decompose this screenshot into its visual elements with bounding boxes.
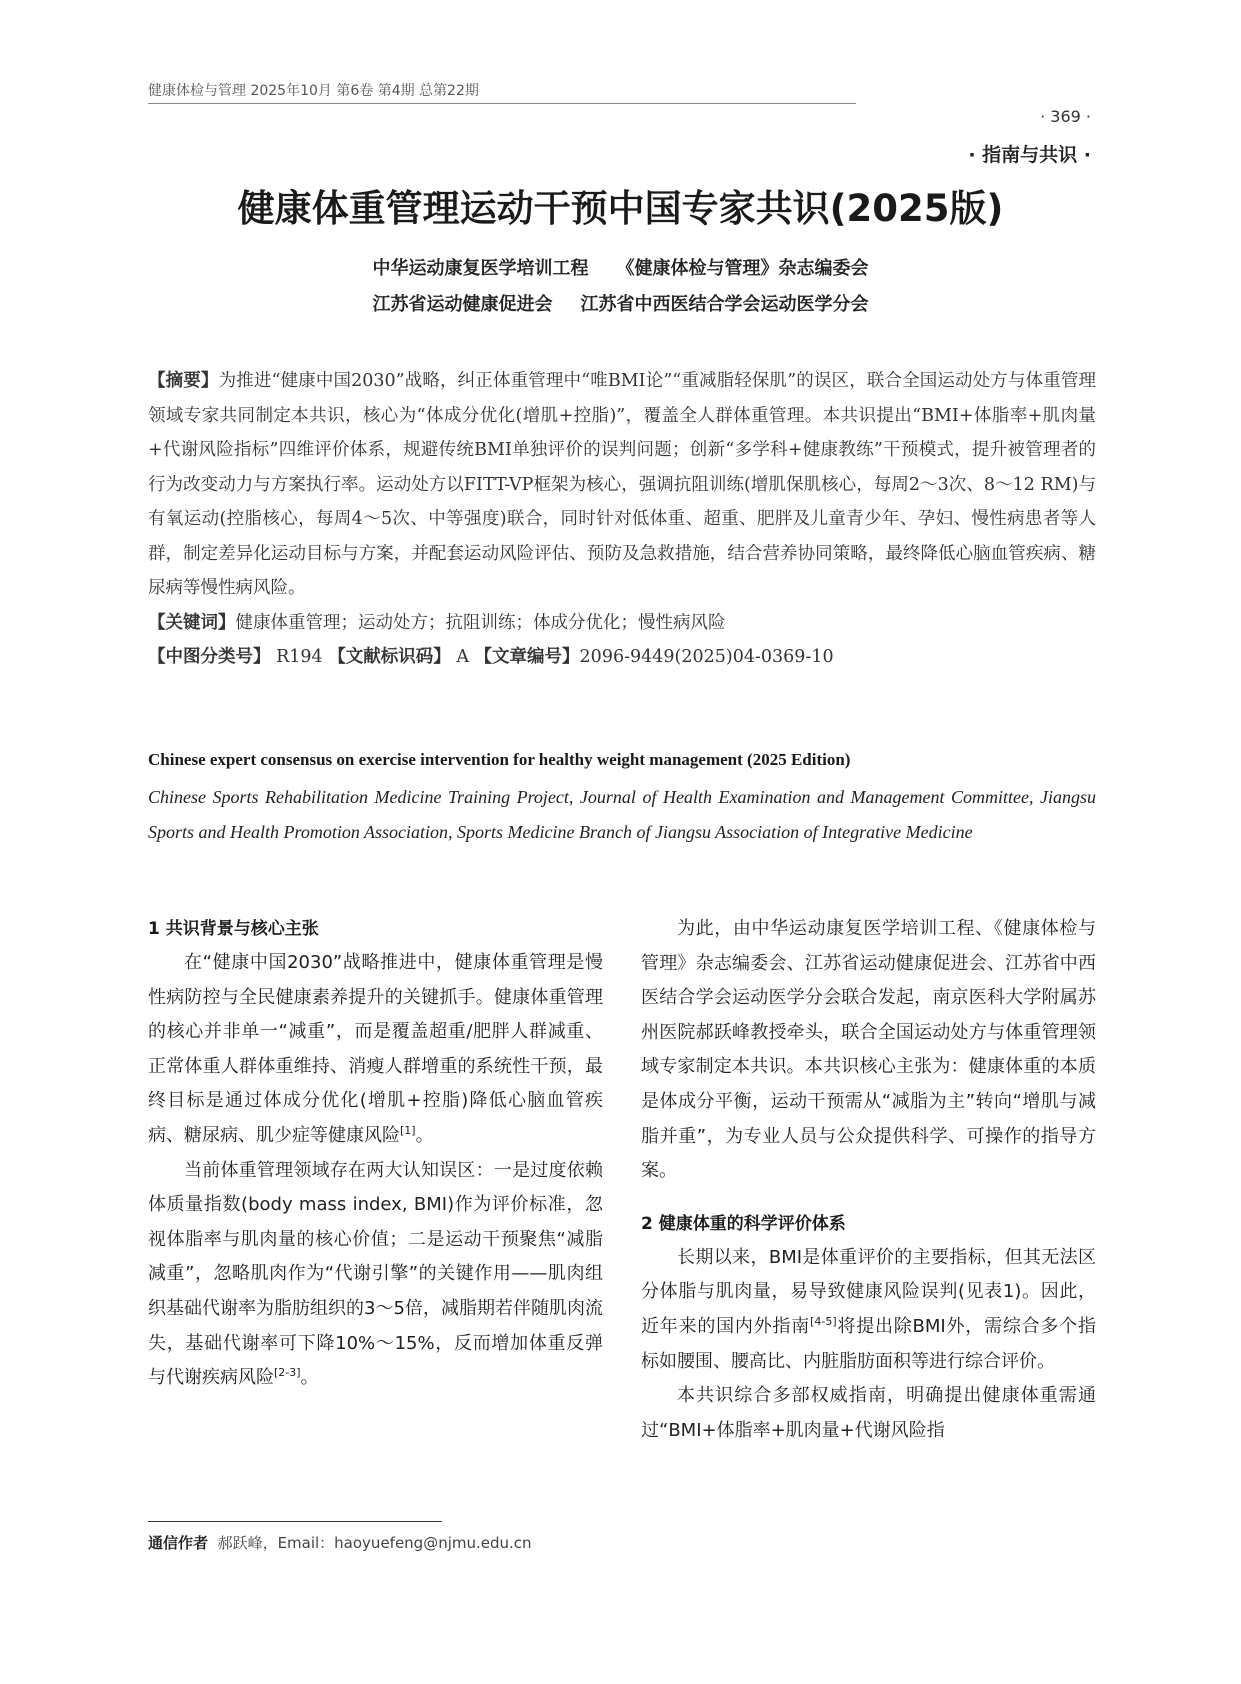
citation-ref: [2-3] (274, 1366, 301, 1380)
header-rule (148, 103, 856, 104)
author-line-2 (0, 290, 1241, 316)
section-2-heading: 2 健康体重的科学评价体系 (641, 1213, 846, 1234)
abstract-paragraph (148, 364, 1096, 606)
article-no-value: 2096-9449(2025)04-0369-10 (579, 647, 834, 667)
page-number: · 369 · (1040, 107, 1091, 126)
s2-p1-text: 长期以来，BMI是体重评价的主要指标，但其无法区分体脂与肌肉量，易导致健康风险误判(见表1)。因此，近年来的国内外指南 (641, 1246, 1096, 1337)
right-column (641, 912, 1096, 1448)
abstract-block (148, 364, 1096, 675)
s1-p1-end: 。 (415, 1124, 434, 1146)
article-no-label: 【文章编号】 (474, 647, 580, 667)
author-org-3: 江苏省运动健康促进会 (372, 294, 553, 315)
section-1-heading: 1 共识背景与核心主张 (148, 919, 319, 939)
english-title: Chinese expert consensus on exercise intervention for healthy weight management (2025 Edition) (148, 750, 851, 769)
clc-label: 【中图分类号】 (148, 647, 271, 667)
footnote-rule (148, 1521, 442, 1522)
s1-p2-end: 。 (300, 1367, 319, 1389)
english-authors: Chinese Sports Rehabilitation Medicine Training Project, Journal of Health Examination and Management Committee, Jiangsu Sports and Health Promotion Association, Sports Medicine Branch of Jiangsu Association of Integrative Medicine (148, 787, 1096, 842)
corresponding-author-footnote (148, 1532, 532, 1553)
left-column (148, 912, 603, 1396)
citation-ref: [1] (400, 1123, 416, 1137)
classification-line (148, 640, 1096, 675)
section-2-paragraph-2: 本共识综合多部权威指南，明确提出健康体重需通过“BMI+体脂率+肌肉量+代谢风险指 (641, 1385, 1096, 1441)
footnote-label: 通信作者 (148, 1534, 209, 1552)
section-1-paragraph-1 (148, 946, 603, 1154)
section-1-paragraph-2 (148, 1154, 603, 1396)
author-org-4: 江苏省中西医结合学会运动医学分会 (580, 294, 869, 315)
section-1-paragraph-3: 为此，由中华运动康复医学培训工程、《健康体检与管理》杂志编委会、江苏省运动健康促进会、江苏省中西医结合学会运动医学分会联合发起，南京医科大学附属苏州医院郝跃峰教授牵头，联合全国运动处方与体重管理领域专家制定本共识。本共识核心主张为：健康体重的本质是体成分平衡，运动干预需从“减脂为主”转向“增肌与减脂并重”，为专业人员与公众提供科学、可操作的指导方案。 (641, 918, 1096, 1182)
keywords-line (148, 606, 1096, 641)
abstract-text: 为推进“健康中国2030”战略，纠正体重管理中“唯BMI论”“重减脂轻保肌”的误区，联合全国运动处方与体重管理领域专家共同制定本共识，核心为“体成分优化(增肌+控脂)”，覆盖全人群体重管理。本共识提出“BMI+体脂率+肌肉量+代谢风险指标”四维评价体系，规避传统BMI单独评价的误判问题；创新“多学科+健康教练”干预模式，提升被管理者的行为改变动力与方案执行率。运动处方以FITT-VP框架为核心，强调抗阻训练(增肌保肌核心，每周2～3次、8～12 RM)与有氧运动(控脂核心，每周4～5次、中等强度)联合，同时针对低体重、超重、肥胖及儿童青少年、孕妇、慢性病患者等人群，制定差异化运动目标与方案，并配套运动风险评估、预防及急救措施，结合营养协同策略，最终降低心脑血管疾病、糖尿病等慢性病风险。 (148, 371, 1097, 598)
s1-p1-text: 在“健康中国2030”战略推进中，健康体重管理是慢性病防控与全民健康素养提升的关键抓手。健康体重管理的核心并非单一“减重”，而是覆盖超重/肥胖人群减重、正常体重人群体重维持、消瘦人群增重的系统性干预，最终目标是通过体成分优化(增肌+控脂)降低心脑血管疾病、糖尿病、肌少症等健康风险 (148, 952, 603, 1146)
s1-p2-text: 当前体重管理领域存在两大认知误区：一是过度依赖体质量指数(body mass index, BMI)作为评价标准，忽视体脂率与肌肉量的核心价值；二是运动干预聚焦“减脂减重”，忽略肌肉作为“代谢引擎”的关键作用——肌肉组织基础代谢率为脂肪组织的3～5倍，减脂期若伴随肌肉流失，基础代谢率可下降10%～15%，反而增加体重反弹与代谢疾病风险 (148, 1159, 603, 1389)
article-title: 健康体重管理运动干预中国专家共识(2025版) (237, 187, 1004, 230)
section-2-paragraph-1 (641, 1241, 1096, 1379)
running-header: 健康体检与管理 2025年10月 第6卷 第4期 总第22期 (148, 83, 479, 99)
clc-value: R194 (276, 647, 323, 667)
doc-code-value: A (456, 647, 469, 667)
abstract-label: 【摘要】 (148, 371, 219, 391)
author-org-2: 《健康体检与管理》杂志编委会 (616, 258, 869, 279)
keywords-text: 健康体重管理；运动处方；抗阻训练；体成分优化；慢性病风险 (235, 612, 726, 633)
column-label: · 指南与共识 · (968, 144, 1091, 166)
s2-p1-end: 将提出除BMI外，需综合多个指标如腰围、腰高比、内脏脂肪面积等进行综合评价。 (641, 1315, 1097, 1372)
citation-ref: [4-5] (810, 1314, 837, 1328)
footnote-text: 郝跃峰，Email：haoyuefeng@njmu.edu.cn (217, 1534, 532, 1552)
author-line-1 (0, 254, 1241, 280)
author-org-1: 中华运动康复医学培训工程 (372, 258, 589, 279)
doc-code-label: 【文献标识码】 (328, 647, 451, 667)
keywords-label: 【关键词】 (148, 612, 236, 633)
